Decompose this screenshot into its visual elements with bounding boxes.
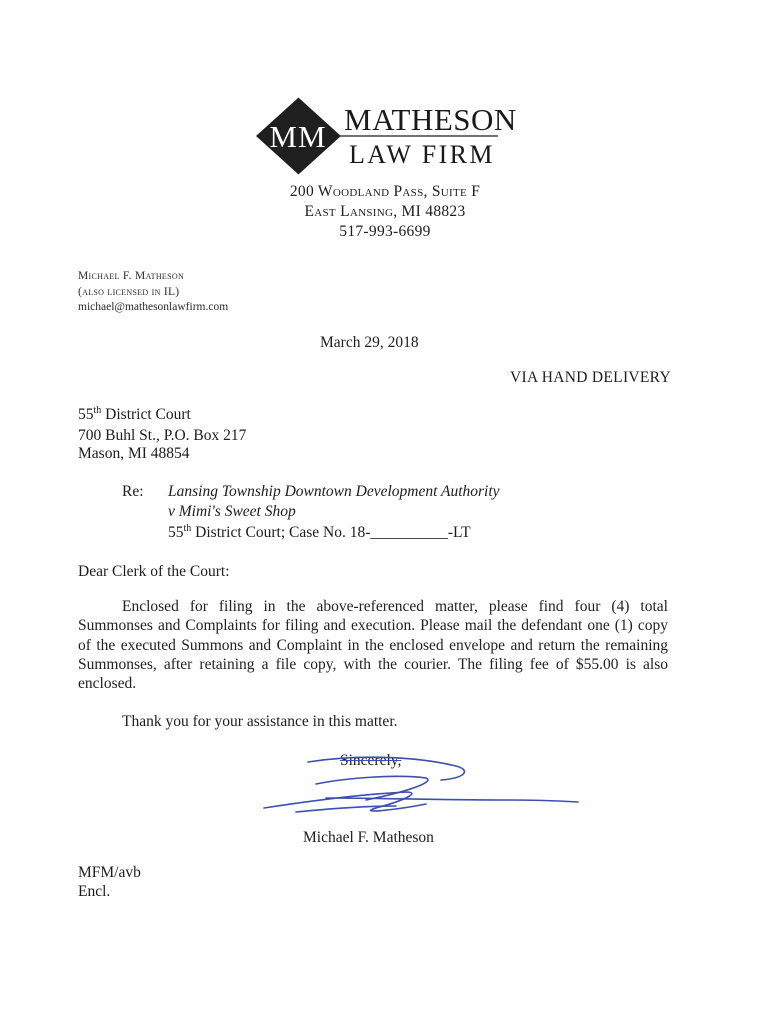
recipient-line-3: Mason, MI 48854 [78, 445, 190, 462]
sender-name: Michael F. Matheson [78, 270, 185, 282]
logo-firm-name: MATHESON [344, 102, 517, 137]
re-case-number: 55th District Court; Case No. 18-__________-LT [168, 523, 471, 542]
closing: Sincerely, [340, 752, 402, 769]
address-line-1: 200 Woodland Pass, Suite F [289, 183, 481, 200]
recipient-line-2: 700 Buhl St., P.O. Box 217 [78, 427, 247, 444]
signer-name: Michael F. Matheson [303, 829, 434, 846]
sender-email: michael@mathesonlawfirm.com [78, 301, 229, 313]
logo-firm-subtitle: LAW FIRM [349, 140, 495, 169]
handwritten-signature [256, 748, 586, 822]
phone-number: 517-993-6699 [339, 223, 431, 240]
sender-licensing-note: (also licensed in IL) [78, 286, 180, 298]
re-label: Re: [122, 483, 144, 500]
body-paragraph-1: Enclosed for filing in the above-referenced matter, please find four (4) total Summonses and Complaints for filing and execution. Please mail the defendant one (1) copy of the executed Summons and Complaint in the enclosed envelope and return the remaining Summonses, after retaining a file copy, with the courier. The filing fee of $55.00 is also enclosed. [78, 598, 668, 693]
body-paragraph-2: Thank you for your assistance in this matter. [122, 713, 398, 730]
letter-date: March 29, 2018 [320, 334, 419, 351]
logo-monogram: MM [269, 119, 327, 154]
enclosure-notation: Encl. [78, 883, 111, 900]
address-line-2: East Lansing, MI 48823 [304, 203, 466, 220]
re-case-title: Lansing Township Downtown Development Authority [168, 483, 500, 500]
recipient-line-1: 55th District Court [78, 405, 191, 424]
salutation: Dear Clerk of the Court: [78, 563, 230, 580]
re-case-defendant: v Mimi's Sweet Shop [168, 503, 296, 520]
typist-initials: MFM/avb [78, 864, 141, 881]
delivery-method: VIA HAND DELIVERY [510, 369, 671, 386]
